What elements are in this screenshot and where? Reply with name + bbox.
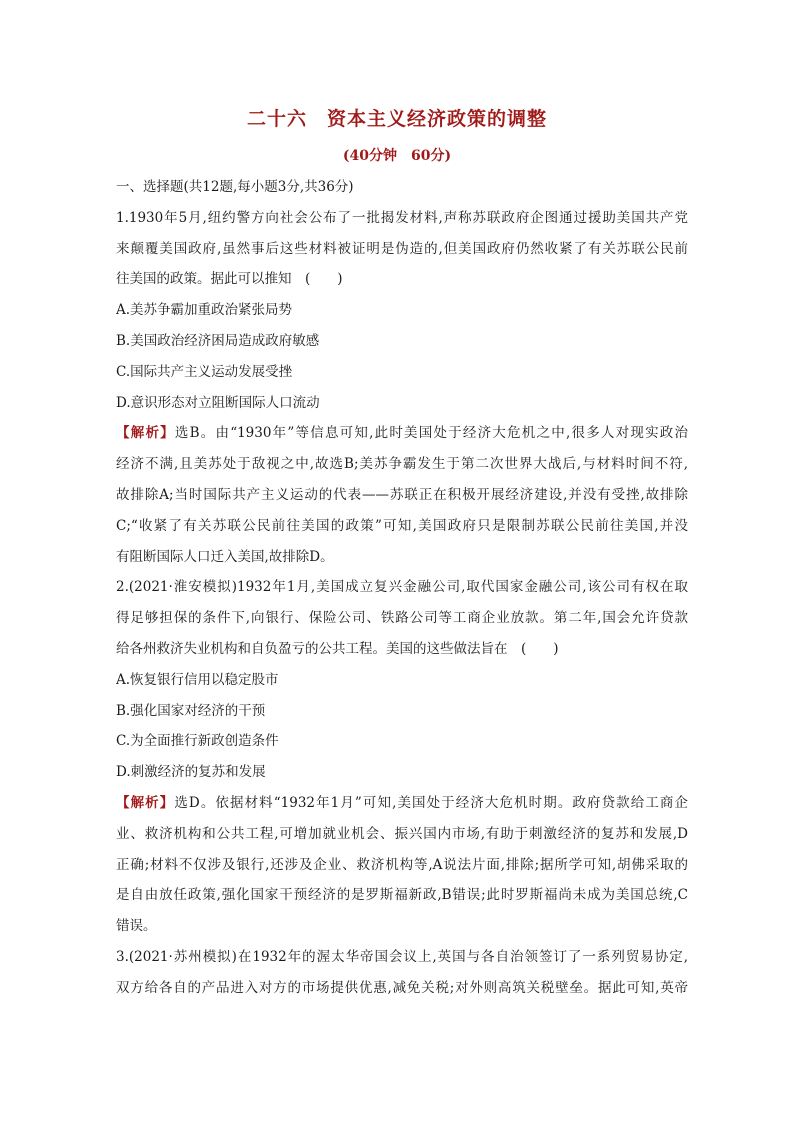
question-1-analysis-line [116,418,688,449]
question-2-analysis-line: 错误。 [116,918,157,935]
page-subtitle: (40分钟 60分) [342,148,452,164]
question-2-option-c: C.为全面推行新政创造条件 [116,733,279,750]
analysis-text: 选D。依据材料“1932年1月”可知,美国处于经济大危机时期。政府贷款给工商企 [174,794,688,811]
analysis-tag: 【解析】 [116,425,175,442]
question-1-stem-line: 1.1930年5月,纽约警方向社会公布了一批揭发材料,声称苏联政府企图通过援助美国共产党 [116,209,688,226]
question-2-option-d: D.刺激经济的复苏和发展 [116,764,266,781]
question-1-analysis-line: C;“收紧了有关苏联公民前往美国的政策”可知,美国政府只是限制苏联公民前往美国,并没 [116,517,688,534]
question-2-analysis-line: 是自由放任政策,强化国家干预经济的是罗斯福新政,B错误;此时罗斯福尚未成为美国总统,C [116,887,688,904]
question-1-option-a: A.美苏争霸加重政治紧张局势 [116,302,293,319]
question-1-option-d: D.意识形态对立阻断国际人口流动 [116,394,320,411]
question-2-stem-line: 得足够担保的条件下,向银行、保险公司、铁路公司等工商企业放款。第二年,国会允许贷款 [116,610,688,627]
analysis-text: 选B。由“1930年”等信息可知,此时美国处于经济大危机之中,很多人对现实政治 [174,425,688,442]
question-1-stem-line: 来颠覆美国政府,虽然事后这些材料被证明是伪造的,但美国政府仍然收紧了有关苏联公民前 [116,240,688,257]
question-1-option-b: B.美国政治经济困局造成政府敏感 [116,332,320,349]
question-2-analysis-line: 正确;材料不仅涉及银行,还涉及企业、救济机构等,A说法片面,排除;据所学可知,胡佛采取的 [116,856,688,873]
question-3-stem-line: 双方给各自的产品进入对方的市场提供优惠,减免关税;对外则高筑关税壁垒。据此可知,英帝 [116,979,688,996]
question-2-option-b: B.强化国家对经济的干预 [116,702,266,719]
question-2-analysis-line: 业、救济机构和公共工程,可增加就业机会、振兴国内市场,有助于刺激经济的复苏和发展,D [116,825,688,842]
question-1-option-c: C.国际共产主义运动发展受挫 [116,363,293,380]
question-2-stem-line: 2.(2021·淮安模拟)1932年1月,美国成立复兴金融公司,取代国家金融公司,该公司有权在取 [116,579,688,596]
question-1-analysis-line: 故排除A;当时国际共产主义运动的代表——苏联正在积极开展经济建设,并没有受挫,故排除 [116,486,688,503]
question-2-stem-line: 给各州救济失业机构和自负盈亏的公共工程。美国的这些做法旨在 ( ) [116,640,559,657]
analysis-tag: 【解析】 [116,794,175,811]
question-2-analysis-line [116,788,688,819]
question-3-stem-line: 3.(2021·苏州模拟)在1932年的渥太华帝国会议上,英国与各自治领签订了一系列贸易协定, [116,948,688,965]
document-body [116,172,688,1004]
question-2-option-a: A.恢复银行信用以稳定股市 [116,671,279,688]
section-header: 一、选择题(共12题,每小题3分,共36分) [116,179,354,195]
question-1-analysis-line: 有阻断国际人口迁入美国,故排除D。 [116,548,334,565]
page-title: 二十六 资本主义经济政策的调整 [246,108,547,130]
question-1-analysis-line: 经济不满,且美苏处于敌视之中,故选B;美苏争霸发生于第二次世界大战后,与材料时间不符, [116,456,688,473]
question-1-stem-line: 往美国的政策。据此可以推知 ( ) [116,271,343,288]
